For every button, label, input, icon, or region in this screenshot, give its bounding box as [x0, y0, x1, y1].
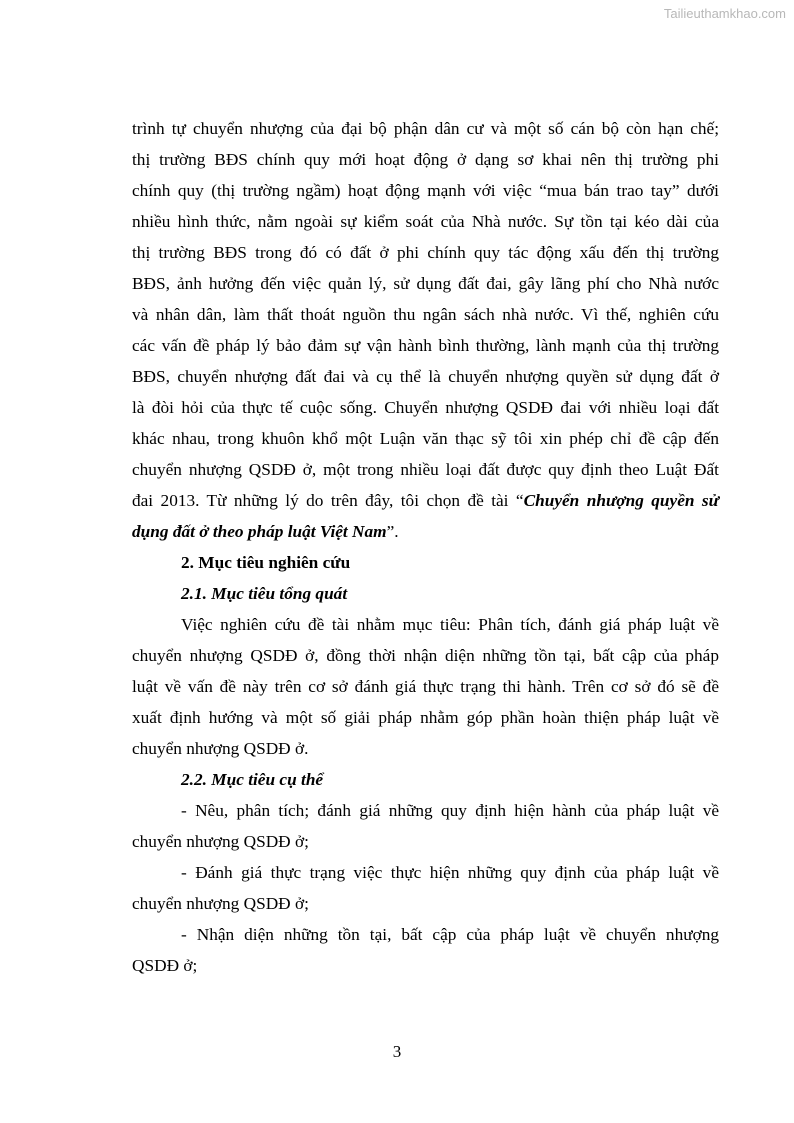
- paragraph-line: BĐS, ảnh hưởng đến việc quản lý, sử dụng đất đai, gây lãng phí cho Nhà nước: [132, 274, 719, 293]
- thesis-title: Chuyển nhượng quyền sử: [523, 491, 719, 510]
- thesis-title: dụng đất ở theo pháp luật Việt Nam: [132, 522, 387, 541]
- document-body: [132, 113, 719, 981]
- paragraph-line: [132, 516, 719, 547]
- paragraph-line: nhiều hình thức, nằm ngoài sự kiểm soát của Nhà nước. Sự tồn tại kéo dài của: [132, 212, 719, 231]
- list-item: - Nêu, phân tích; đánh giá những quy định hiện hành của pháp luật về: [181, 801, 719, 820]
- watermark-text: Tailieuthamkhao.com: [663, 6, 786, 21]
- paragraph-line: thị trường BĐS chính quy mới hoạt động ở dạng sơ khai nên thị trường phi: [132, 150, 719, 169]
- list-item-continuation: QSDĐ ở;: [132, 956, 198, 975]
- subsection-heading: 2.2. Mục tiêu cụ thể: [181, 770, 324, 789]
- list-item: - Nhận diện những tồn tại, bất cập của pháp luật về chuyển nhượng: [181, 925, 719, 944]
- paragraph-line: [132, 485, 719, 516]
- list-item: - Đánh giá thực trạng việc thực hiện những quy định của pháp luật về: [181, 863, 719, 882]
- paragraph-line: các vấn đề pháp lý bảo đảm sự vận hành bình thường, lành mạnh của thị trường: [132, 336, 719, 355]
- general-objective-paragraph: [132, 609, 719, 764]
- paragraph-line: khác nhau, trong khuôn khổ một Luận văn thạc sỹ tôi xin phép chỉ đề cập đến: [132, 429, 719, 448]
- paragraph-line: và nhân dân, làm thất thoát nguồn thu ngân sách nhà nước. Vì thế, nghiên cứu: [132, 305, 719, 324]
- paragraph-line: trình tự chuyển nhượng của đại bộ phận dân cư và một số cán bộ còn hạn chế;: [132, 119, 719, 138]
- page-number: 3: [392, 1042, 402, 1061]
- paragraph-line: chuyển nhượng QSDĐ ở.: [132, 739, 309, 758]
- paragraph-line: luật về vấn đề này trên cơ sở đánh giá thực trạng thi hành. Trên cơ sở đó sẽ đề: [132, 677, 719, 696]
- paragraph-line: thị trường BĐS trong đó có đất ở phi chính quy tác động xấu đến thị trường: [132, 243, 719, 262]
- paragraph-line: chính quy (thị trường ngầm) hoạt động mạnh với việc “mua bán trao tay” dưới: [132, 181, 719, 200]
- paragraph-line: là đòi hỏi của thực tế cuộc sống. Chuyển nhượng QSDĐ đai với nhiều loại đất: [132, 398, 719, 417]
- paragraph-line: chuyển nhượng QSDĐ ở, đồng thời nhận diện những tồn tại, bất cập của pháp: [132, 646, 719, 665]
- specific-objectives-list: [132, 795, 719, 981]
- list-item-continuation: chuyển nhượng QSDĐ ở;: [132, 894, 309, 913]
- line-text: đai 2013. Từ những lý do trên đây, tôi chọn đề tài “: [132, 491, 524, 510]
- line-text: ”.: [386, 522, 399, 541]
- paragraph-line: Việc nghiên cứu đề tài nhằm mục tiêu: Phân tích, đánh giá pháp luật về: [181, 615, 719, 634]
- list-item-continuation: chuyển nhượng QSDĐ ở;: [132, 832, 309, 851]
- intro-paragraph: [132, 113, 719, 547]
- subsection-heading: 2.1. Mục tiêu tổng quát: [181, 584, 348, 603]
- section-heading: 2. Mục tiêu nghiên cứu: [181, 553, 351, 572]
- paragraph-line: xuất định hướng và một số giải pháp nhằm góp phần hoàn thiện pháp luật về: [132, 708, 719, 727]
- paragraph-line: BĐS, chuyển nhượng đất đai và cụ thể là chuyển nhượng quyền sử dụng đất ở: [132, 367, 719, 386]
- paragraph-line: chuyển nhượng QSDĐ ở, một trong nhiều loại đất được quy định theo Luật Đất: [132, 460, 719, 479]
